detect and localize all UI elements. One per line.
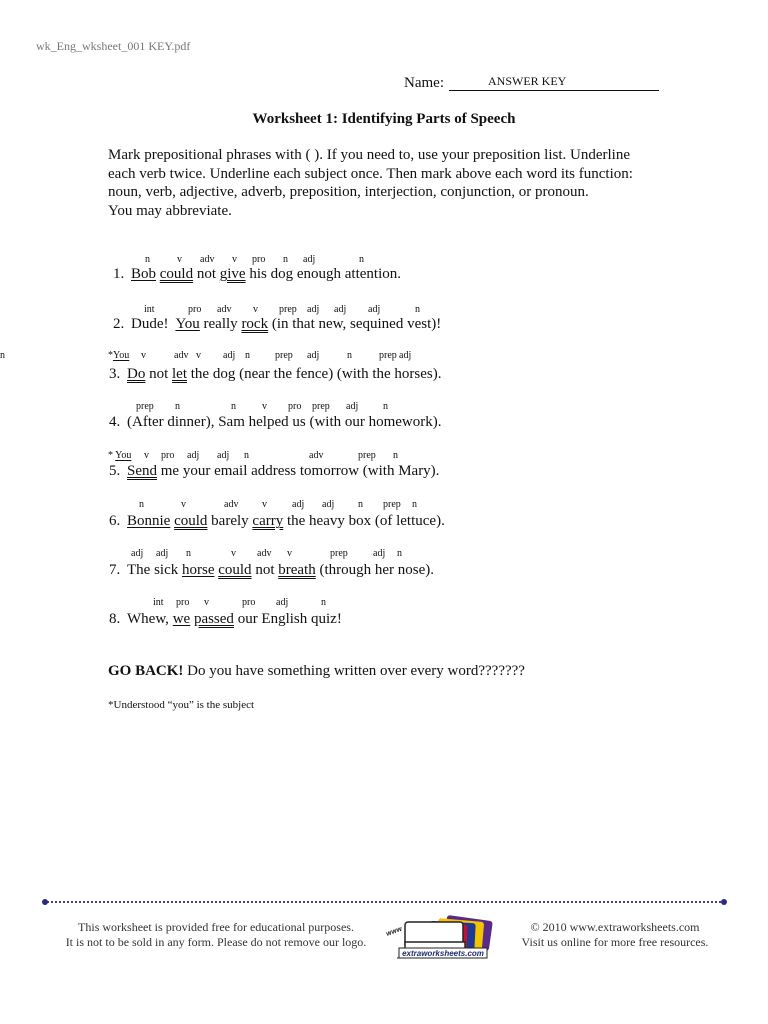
- pos-annotation: adj: [346, 401, 359, 412]
- pos-annotation: pro: [188, 304, 202, 315]
- pos-annotation: pro: [161, 450, 175, 461]
- sentence-fragment: The sick: [127, 562, 182, 578]
- instructions: [108, 146, 668, 220]
- verb-word: passed: [193, 611, 234, 627]
- pos-annotation: adj: [303, 254, 316, 265]
- pos-annotation: adv: [224, 499, 239, 510]
- pos-annotation: prep: [330, 548, 348, 559]
- pos-annotation: prep: [275, 350, 293, 361]
- pos-annotation: prep: [379, 350, 397, 361]
- sentence-fragment: (After dinner), Sam helped us (with our homework).: [127, 414, 442, 430]
- sentence-fragment: really: [199, 316, 242, 332]
- footer-divider-dot: [721, 899, 727, 905]
- verb-word: let: [172, 366, 188, 382]
- verb-word: breath: [278, 562, 316, 578]
- pos-annotation: adv: [309, 450, 324, 461]
- sentence-text: [127, 366, 442, 383]
- sentence-fragment: Dude!: [131, 316, 176, 332]
- subject-word: horse: [181, 562, 215, 578]
- pos-annotation: n: [393, 450, 398, 461]
- name-value: ANSWER KEY: [488, 74, 567, 88]
- sentence-fragment: the dog (near the fence) (with the horses).: [187, 366, 442, 382]
- extraworksheets-logo: [385, 914, 497, 964]
- sentence-fragment: (in that new, sequined vest)!: [268, 316, 442, 332]
- sentence-text: [127, 463, 439, 480]
- pos-annotation: adj: [223, 350, 236, 361]
- pos-annotation: n: [347, 350, 352, 361]
- pos-annotation: v: [196, 350, 201, 361]
- sentence-number: 1.: [113, 266, 125, 282]
- pos-annotation: n: [139, 499, 144, 510]
- pos-annotation: int: [153, 597, 164, 608]
- verb-word: carry: [252, 513, 284, 529]
- subject-word: Bonnie: [127, 513, 171, 529]
- pos-annotation: pro: [252, 254, 266, 265]
- verb-word: could: [159, 266, 194, 282]
- pos-annotation: v: [144, 450, 149, 461]
- pos-annotation: v: [141, 350, 146, 361]
- pos-annotation: n: [283, 254, 288, 265]
- sentence-text: [127, 513, 445, 530]
- sentence-fragment: barely: [207, 513, 253, 529]
- sentence-fragment: Whew,: [127, 611, 173, 627]
- pos-annotation: adj: [187, 450, 200, 461]
- pos-annotation: pro: [242, 597, 256, 608]
- pdf-filename: wk_Eng_wksheet_001 KEY.pdf: [36, 39, 191, 53]
- verb-word: rock: [241, 316, 269, 332]
- verb-word: give: [219, 266, 246, 282]
- pos-annotation: *You: [108, 350, 130, 361]
- pos-annotation: adj: [334, 304, 347, 315]
- pos-annotation: n: [359, 254, 364, 265]
- sentence-number: 3.: [109, 366, 121, 382]
- pos-annotation: n: [412, 499, 417, 510]
- verb-word: could: [174, 513, 208, 529]
- pos-annotation: adj: [368, 304, 381, 315]
- go-back-text: Do you have something written over every word???????: [183, 663, 525, 679]
- pos-annotation: adj: [307, 304, 320, 315]
- sentence-fragment: his dog enough attention.: [245, 266, 401, 282]
- pos-annotation: n: [383, 401, 388, 412]
- instruction-line: You may abbreviate.: [108, 202, 232, 219]
- sentence-text: [127, 414, 442, 431]
- sentence-text: [131, 266, 401, 283]
- sentence-fragment: not: [145, 366, 173, 382]
- pos-annotation: adj: [307, 350, 320, 361]
- sentence-text: [127, 562, 434, 579]
- logo-site-text: extraworksheets.com: [402, 949, 484, 958]
- pos-annotation: adv: [174, 350, 189, 361]
- pos-annotation: v: [262, 401, 267, 412]
- pos-annotation: n: [244, 450, 249, 461]
- sentence-text: [127, 611, 342, 628]
- pos-annotation: adj: [276, 597, 289, 608]
- pos-annotation: n: [415, 304, 420, 315]
- sentence-number: 7.: [109, 562, 121, 578]
- instruction-line: Mark prepositional phrases with ( ). If you need to, use your preposition list. Underline: [108, 147, 630, 163]
- sentence-fragment: our English quiz!: [233, 611, 342, 627]
- pos-annotation: prep: [136, 401, 154, 412]
- pos-annotation: v: [253, 304, 258, 315]
- pos-annotation: adj: [131, 548, 144, 559]
- sentence-number: 5.: [109, 463, 121, 479]
- name-label: Name:: [404, 75, 444, 91]
- pos-annotation: adj: [399, 350, 412, 361]
- verb-word: Do: [127, 366, 146, 382]
- pos-annotation: n: [175, 401, 180, 412]
- instruction-line: noun, verb, adjective, adverb, preposition, interjection, conjunction, or pronoun.: [108, 184, 589, 200]
- pos-annotation: n: [0, 350, 5, 361]
- sentence-number: 2.: [113, 316, 125, 332]
- footer-disclaimer-line: This worksheet is provided free for educational purposes.: [78, 920, 354, 934]
- pos-annotation: prep: [279, 304, 297, 315]
- pos-annotation: v: [262, 499, 267, 510]
- verb-word: Send: [127, 463, 157, 479]
- pos-annotation: v: [181, 499, 186, 510]
- pos-annotation: v: [177, 254, 182, 265]
- footer-disclaimer-line: It is not to be sold in any form. Please do not remove our logo.: [65, 935, 367, 949]
- pos-annotation: adv: [257, 548, 272, 559]
- logo-www-text: www: [385, 925, 404, 938]
- pos-annotation: v: [204, 597, 209, 608]
- pos-annotation: adj: [156, 548, 169, 559]
- pos-annotation: n: [145, 254, 150, 265]
- worksheet-title: Worksheet 1: Identifying Parts of Speech: [252, 111, 516, 127]
- sentence-fragment: not: [193, 266, 220, 282]
- pos-annotation: adv: [217, 304, 232, 315]
- footer-disclaimer: [44, 920, 388, 950]
- subject-word: You: [175, 316, 200, 332]
- sentence-fragment: the heavy box (of lettuce).: [283, 513, 445, 529]
- pos-annotation: n: [186, 548, 191, 559]
- pos-annotation: n: [397, 548, 402, 559]
- footer-copyright: [500, 920, 730, 950]
- pos-annotation: n: [231, 401, 236, 412]
- pos-annotation: prep: [358, 450, 376, 461]
- pos-annotation: adj: [322, 499, 335, 510]
- footer-divider: [44, 901, 724, 903]
- name-underline: [449, 90, 659, 91]
- footer-copyright-line: © 2010 www.extraworksheets.com: [530, 920, 700, 934]
- pos-annotation: n: [358, 499, 363, 510]
- pos-annotation: * You: [108, 450, 132, 461]
- pos-annotation: pro: [288, 401, 302, 412]
- go-back-reminder: [108, 663, 525, 680]
- subject-word: we: [172, 611, 191, 627]
- pos-annotation: n: [321, 597, 326, 608]
- pos-annotation: adj: [217, 450, 230, 461]
- pos-annotation: adj: [292, 499, 305, 510]
- pos-annotation: n: [245, 350, 250, 361]
- sentence-number: 4.: [109, 414, 121, 430]
- sentence-text: [131, 316, 441, 333]
- sentence-fragment: not: [251, 562, 279, 578]
- pos-annotation: v: [232, 254, 237, 265]
- sentence-fragment: me your email address tomorrow (with Mary).: [157, 463, 440, 479]
- pos-annotation: prep: [312, 401, 330, 412]
- footer-copyright-line: Visit us online for more free resources.: [521, 935, 709, 949]
- pos-annotation: adj: [373, 548, 386, 559]
- pos-annotation: v: [287, 548, 292, 559]
- sentence-number: 6.: [109, 513, 121, 529]
- understood-you-note: *Understood “you” is the subject: [108, 699, 255, 711]
- pos-annotation: prep: [383, 499, 401, 510]
- sentence-number: 8.: [109, 611, 121, 627]
- pos-annotation: int: [144, 304, 155, 315]
- sentence-fragment: (through her nose).: [315, 562, 435, 578]
- pos-annotation: v: [231, 548, 236, 559]
- verb-word: could: [218, 562, 252, 578]
- pos-annotation: pro: [176, 597, 190, 608]
- instruction-line: each verb twice. Underline each subject once. Then mark above each word its function:: [108, 165, 633, 182]
- pos-annotation: adv: [200, 254, 215, 265]
- go-back-bold: GO BACK!: [108, 663, 184, 679]
- footer-divider-dot: [42, 899, 48, 905]
- subject-word: Bob: [131, 266, 157, 282]
